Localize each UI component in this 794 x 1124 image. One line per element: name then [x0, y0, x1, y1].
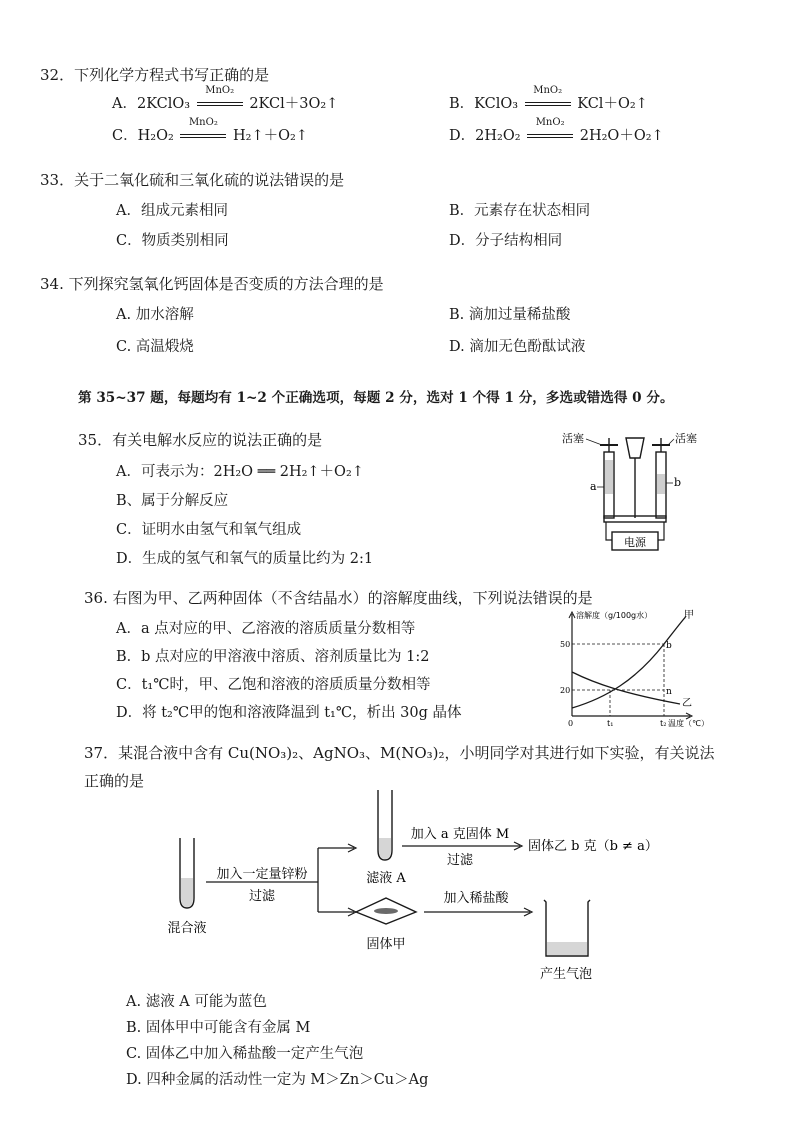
- y-tick-50: 50: [560, 640, 571, 649]
- section-instructions: 第 35~37 题，每题均有 1~2 个正确选项，每题 2 分，选对 1 个得 1 分，多选或错选得 0 分。: [78, 390, 674, 406]
- x-axis-label: 温度（℃）: [668, 719, 709, 728]
- mix-label: 混合液: [167, 921, 207, 936]
- q32-option-c: C．H₂O₂ MnO₂ H₂↑＋O₂↑: [112, 117, 308, 144]
- q35-option-d: D．生成的氢气和氧气的质量比约为 2:1: [116, 551, 374, 567]
- q33-stem: 33．关于二氧化硫和三氧化硫的说法错误的是: [40, 171, 345, 189]
- q35-option-a: A．可表示为：2H₂O ══ 2H₂↑＋O₂↑: [116, 464, 364, 480]
- q33-option-a: A．组成元素相同: [116, 203, 228, 219]
- q33-option-b: B．元素存在状态相同: [449, 203, 591, 219]
- q32-option-b: B．KClO₃ MnO₂ KCl＋O₂↑: [449, 85, 648, 112]
- q37-option-b: B. 固体甲中可能含有金属 M: [126, 1020, 311, 1036]
- y-tick-20: 20: [560, 686, 571, 695]
- q34-option-b: B. 滴加过量稀盐酸: [449, 307, 571, 323]
- series-label-jia: 甲: [684, 610, 694, 621]
- step2-top-label: 加入 a 克固体 M: [410, 827, 510, 842]
- bubbles-label: 产生气泡: [539, 967, 593, 982]
- x-tick-0: 0: [568, 719, 574, 728]
- solubility-curve-chart: [556, 608, 709, 730]
- q36-option-a: A．a 点对应的甲、乙溶液的溶质质量分数相等: [116, 621, 416, 637]
- filtrate-a-label: 滤液 A: [366, 871, 406, 886]
- q33-option-d: D．分子结构相同: [449, 233, 563, 249]
- q37-option-d: D. 四种金属的活动性一定为 M＞Zn＞Cu＞Ag: [126, 1072, 429, 1088]
- q37-option-c: C. 固体乙中加入稀盐酸一定产生气泡: [126, 1046, 364, 1062]
- q33-option-c: C．物质类别相同: [116, 233, 229, 249]
- q34-option-d: D. 滴加无色酚酞试液: [449, 339, 586, 355]
- electrolysis-apparatus-diagram: [560, 430, 710, 570]
- q36-option-b: B．b 点对应的甲溶液中溶质、溶剂质量比为 1:2: [116, 649, 430, 665]
- x-tick-t2: t₂: [660, 719, 667, 728]
- q37-option-a: A. 滤液 A 可能为蓝色: [126, 994, 267, 1010]
- y-axis-label: 溶解度（g/100g水）: [576, 611, 653, 620]
- q32-option-d: D．2H₂O₂ MnO₂ 2H₂O＋O₂↑: [449, 117, 664, 144]
- q34-option-c: C. 高温煅烧: [116, 339, 194, 355]
- step2-bottom-label: 过滤: [446, 853, 474, 868]
- point-n-label: n: [666, 687, 672, 697]
- point-b-label: b: [666, 641, 672, 651]
- q35-option-c: C．证明水由氢气和氧气组成: [116, 522, 302, 538]
- q35-stem: 35．有关电解水反应的说法正确的是: [78, 431, 323, 449]
- solid-jia-label: 固体甲: [366, 937, 406, 952]
- tube-b-label: b: [674, 476, 682, 489]
- step1-bottom-label: 过滤: [248, 889, 276, 904]
- q36-option-d: D．将 t₂℃甲的饱和溶液降温到 t₁℃，析出 30g 晶体: [116, 705, 462, 721]
- stopcock-right-label: 活塞: [675, 432, 697, 445]
- q35-option-b: B、属于分解反应: [116, 493, 229, 509]
- q34-stem: 34. 下列探究氢氧化钙固体是否变质的方法合理的是: [40, 275, 384, 293]
- q37-stem-line1: 37．某混合液中含有 Cu(NO₃)₂、AgNO₃、M(NO₃)₂，小明同学对其进行如下实验，有关说法: [84, 744, 715, 762]
- tube-a-label: a: [590, 480, 597, 493]
- step1-top-label: 加入一定量锌粉: [216, 867, 308, 882]
- solid-yi-label: 固体乙 b 克（b ≠ a）: [528, 839, 658, 854]
- q36-option-c: C．t₁℃时，甲、乙饱和溶液的溶质质量分数相等: [116, 677, 431, 693]
- q32-stem: 32．下列化学方程式书写正确的是: [40, 66, 270, 84]
- series-label-yi: 乙: [682, 698, 692, 709]
- step3-top-label: 加入稀盐酸: [443, 891, 509, 906]
- stopcock-left-label: 活塞: [562, 432, 584, 445]
- experiment-flow-diagram: [150, 786, 710, 986]
- q36-stem: 36. 右图为甲、乙两种固体（不含结晶水）的溶解度曲线，下列说法错误的是: [84, 589, 593, 607]
- power-label: 电源: [624, 536, 646, 549]
- q37-stem-line2: 正确的是: [84, 772, 145, 790]
- q32-option-a: A．2KClO₃ MnO₂ 2KCl＋3O₂↑: [112, 85, 339, 112]
- q34-option-a: A. 加水溶解: [116, 307, 194, 323]
- x-tick-t1: t₁: [607, 719, 614, 728]
